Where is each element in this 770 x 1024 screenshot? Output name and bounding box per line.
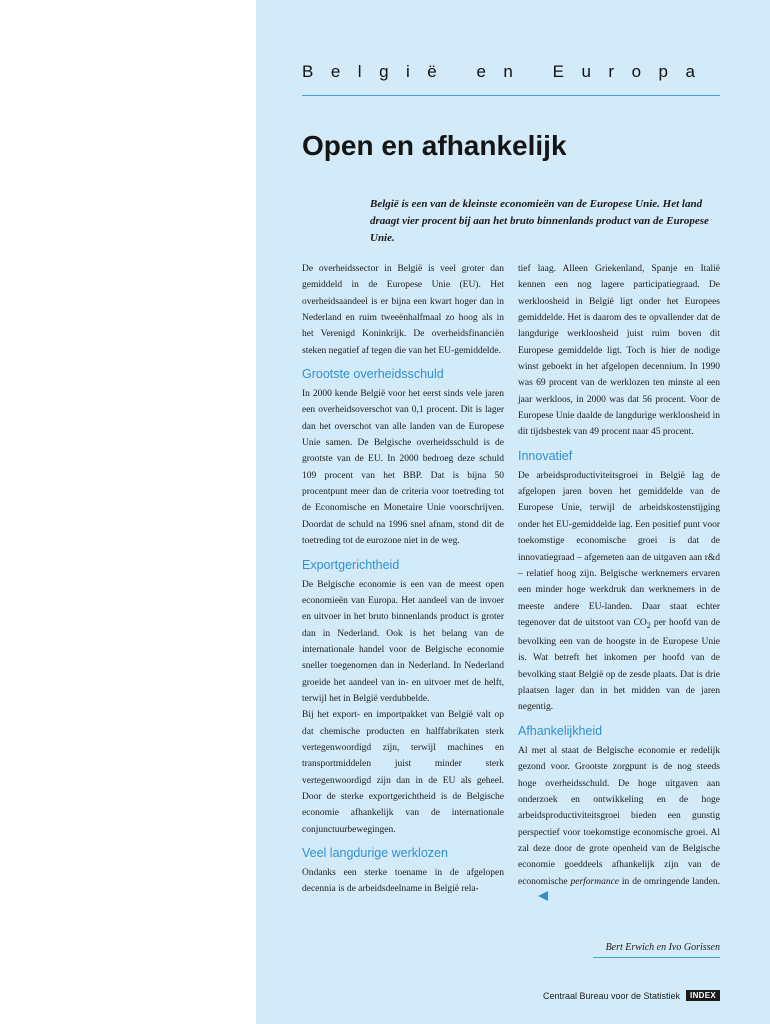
header-divider — [302, 95, 720, 96]
paragraph: In 2000 kende België voor het eerst sinds vele jaren een overheidsoverschot van 0,1 procent. Dit is lager dan het overschot van alle landen van de Europese Unie samen. De Belgische overheidsschuld is de grootste van de EU. In 2000 bedroeg deze schuld 109 procent van het BBP. Dat is bijna 50 procentpunt meer dan de criteria voor toetreding tot de Economische en Monetaire Unie voorschrijven. Doordat de schuld na 1996 snel afnam, stond dit de toetreding tot de eurozone niet in de weg. — [302, 389, 504, 547]
author-underline — [593, 957, 720, 958]
author-byline: Bert Erwich en Ivo Gorissen — [605, 942, 720, 953]
page-footer — [543, 990, 720, 1001]
subheading-grootste-overheidsschuld: Grootste overheidsschuld — [302, 367, 444, 382]
subheading-exportgerichtheid: Exportgerichtheid — [302, 557, 400, 572]
subheading-innovatief: Innovatief — [518, 448, 573, 463]
paragraph: De overheidssector in België is veel groter dan gemiddeld in de Europese Unie (EU). Het overheidsaandeel is er bijna een kwart hoger dan in Nederland en ruim tweeënhalfmaal zo hoog als in het Verenigd Koninkrijk. De overheidsfinanciën steken negatief af tegen die van het EU-gemiddelde. — [302, 264, 504, 356]
paragraph: Ondanks een sterke toename in de afgelopen decennia is de arbeidsdeelname in België rela- — [302, 868, 504, 895]
subscript: 2 — [646, 620, 651, 630]
paragraph-text: Al met al staat de Belgische economie er redelijk gezond voor. Grootste zorgpunt is de nog steeds hoge overheidsschuld. De hoge uitgaven aan onderzoek en ontwikkeling en de hoge arbeidsproductiviteitsgroei bieden een gunstig perspectief voor toekomstige economische groei. Al zal deze door de grote openheid van de Belgische economie goeddeels afhankelijk zijn van de economische — [518, 745, 720, 887]
index-badge: INDEX — [686, 990, 720, 1001]
article-title: Open en afhankelijk — [302, 130, 567, 161]
emphasis-text: performance — [570, 876, 620, 887]
paragraph-text: in de omringende landen. — [619, 876, 720, 887]
text-column-left — [302, 261, 504, 898]
article-intro: België is een van de kleinste economieën van de Europese Unie. Het land draagt vier procent bij aan het bruto binnenlands product van de Europese Unie. — [370, 198, 709, 244]
paragraph: Bij het export- en importpakket van België valt op dat chemische producten en halffabrikaten sterk vertegenwoordigd zijn, terwijl machines en transportmiddelen juist minder sterk vertegenwoordigd zijn dan in de EU als geheel. Door de sterke exportgerichtheid is de Belgische economie afhankelijk van de internationale conjunctuurbewegingen. — [302, 710, 504, 835]
paragraph-text: per hoofd van de bevolking een van de hoogste in de Europese Unie is. Wat betreft het inkomen per hoofd van de bevolking staat België op de zesde plaats. Dat is drie plaatsen lager dan in het midden van de jaren negentig. — [518, 617, 720, 713]
subheading-veel-langdurige-werklozen: Veel langdurige werklozen — [302, 846, 448, 860]
paragraph: tief laag. Alleen Griekenland, Spanje en Italië kennen een nog lagere participatiegraad. De werkloosheid in België ligt onder het Europees gemiddelde. Het is daarom des te opvallender dat de langdurige werkloosheid juist ruim boven dit Europese gemiddelde ligt. Toch is hier de nodige winst geboekt in het afgelopen decennium. In 1990 was 69 procent van de werklozen ten minste al een jaar werkloos, in 2000 was dat 56 procent. Voor de Europese Unie daalde de langdurige werkloosheid in dit tijdsbestek van 49 procent naar 45 procent. — [518, 264, 720, 438]
section-header: België en Europa — [302, 62, 713, 81]
publisher-name: Centraal Bureau voor de Statistiek — [542, 990, 681, 1001]
text-column-right — [518, 261, 720, 906]
paragraph-text: De arbeidsproductiviteitsgroei in België lag de afgelopen jaren boven het gemiddelde van de Europese Unie, terwijl de arbeidskostenstijging onder het EU-gemiddelde lag. Een positief punt voor toekomstige economische groei is dat de innovatiegraad – afgemeten aan de uitgaven aan r&d – relatief hoog zijn. Belgische werknemers ervaren een minder hoge werkdruk dan werknemers in de meeste andere EU-landen. Daar staat echter tegenover dat de uitstoot van CO — [518, 470, 720, 628]
subheading-afhankelijkheid: Afhankelijkheid — [518, 723, 603, 738]
paragraph — [518, 743, 720, 906]
triangle-left-icon — [538, 891, 548, 901]
paragraph: De Belgische economie is een van de meest open economieën van Europa. Het aandeel van de invoer en uitvoer in het bruto binnenlands product is groter dan in Nederland. Ook is het belang van de internationale handel voor de Belgische economie sneller toegenomen dan in Nederland. In Nederland groeide het aandeel van in- en uitvoer met de helft, terwijl het in België verdubbelde. — [302, 579, 504, 704]
paragraph — [518, 468, 720, 716]
